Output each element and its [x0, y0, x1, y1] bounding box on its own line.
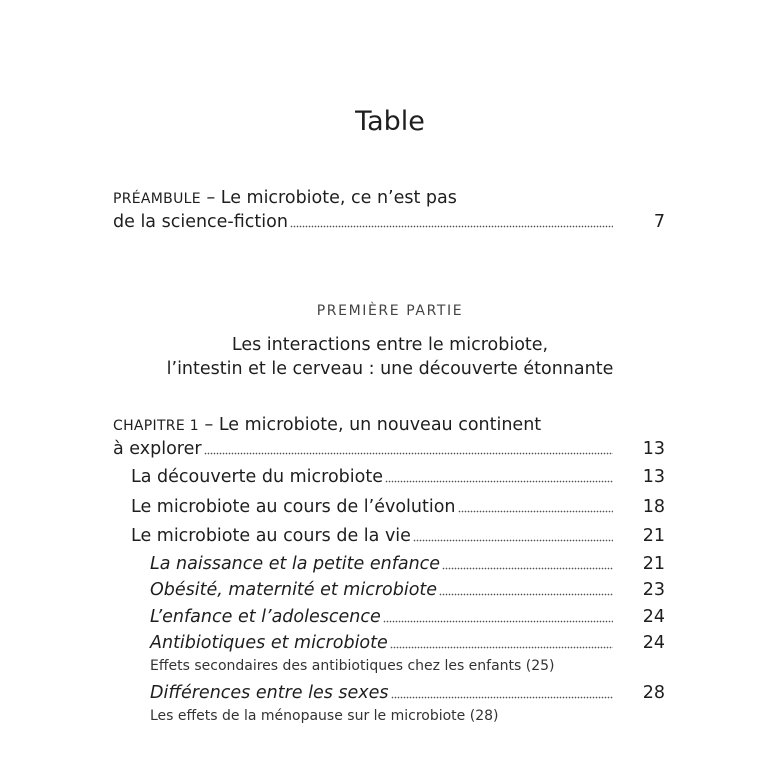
- page-title: Table: [355, 106, 425, 137]
- entry-leader-line: [113, 210, 613, 234]
- toc-subsection[interactable]: [150, 552, 665, 576]
- subsection-title: La naissance et la petite enfance: [150, 554, 441, 574]
- dot-leader: [204, 449, 613, 455]
- preamble-title-line2: de la science-fiction: [113, 212, 288, 232]
- chapter-label: CHAPITRE 1: [113, 418, 199, 434]
- entry-leader-line: [150, 578, 613, 602]
- dot-leader: [390, 643, 613, 649]
- entry-leader-line: [150, 681, 613, 705]
- part-title-line2: l’intestin et le cerveau : une découverte étonnante: [166, 359, 614, 379]
- entry-heading: [113, 186, 457, 211]
- entry-leader-line: [131, 524, 613, 548]
- page-number: 28: [642, 683, 665, 703]
- toc-subsection[interactable]: [150, 578, 665, 602]
- subsection-title: Antibiotiques et microbiote: [150, 633, 388, 653]
- subsection-title: Différences entre les sexes: [150, 683, 389, 703]
- subsection-note: Effets secondaires des antibiotiques chez les enfants (25): [150, 658, 555, 674]
- entry-leader-line: [113, 437, 613, 461]
- toc-entry-preamble[interactable]: [113, 186, 665, 234]
- entry-leader-line: [150, 605, 613, 629]
- toc-subsection[interactable]: [150, 605, 665, 629]
- entry-leader-line: [131, 465, 613, 489]
- part-label: PREMIÈRE PARTIE: [316, 303, 464, 319]
- entry-line: [113, 186, 665, 210]
- entry-leader-line: [131, 495, 613, 519]
- toc-section[interactable]: [131, 465, 665, 489]
- page-number: 18: [642, 497, 665, 517]
- part-title-line1: Les interactions entre le microbiote,: [231, 335, 549, 355]
- preamble-label: PRÉAMBULE: [113, 191, 201, 207]
- dot-leader: [442, 564, 613, 570]
- subsection-title: L’enfance et l’adolescence: [150, 607, 381, 627]
- dot-leader: [391, 693, 613, 699]
- dot-leader: [385, 477, 613, 483]
- toc-subsection[interactable]: [150, 631, 665, 675]
- dot-leader: [458, 507, 613, 513]
- dot-leader: [290, 222, 613, 228]
- dot-leader: [413, 536, 613, 542]
- dot-leader: [439, 590, 613, 596]
- page-number: 13: [642, 439, 665, 459]
- page-number: 24: [642, 633, 665, 653]
- section-title: Le microbiote au cours de la vie: [131, 526, 411, 546]
- entry-leader-line: [150, 631, 613, 655]
- preamble-title-line1: – Le microbiote, ce n’est pas: [200, 188, 457, 208]
- toc-subsection[interactable]: [150, 681, 665, 725]
- toc-entry-chapter-1[interactable]: [113, 413, 665, 461]
- entry-heading: [113, 413, 541, 438]
- entry-leader-line: [150, 552, 613, 576]
- subsection-note: Les effets de la ménopause sur le microbiote (28): [150, 708, 499, 724]
- section-title: La découverte du microbiote: [131, 467, 383, 487]
- page-number: 23: [642, 580, 665, 600]
- page-number: 21: [642, 526, 665, 546]
- toc-section[interactable]: [131, 524, 665, 548]
- dot-leader: [383, 617, 613, 623]
- section-title: Le microbiote au cours de l’évolution: [131, 497, 456, 517]
- subsection-title: Obésité, maternité et microbiote: [150, 580, 438, 600]
- chapter-title-line2: à explorer: [113, 439, 202, 459]
- page-number: 21: [642, 554, 665, 574]
- entry-line: [113, 413, 665, 437]
- page-number: 13: [642, 467, 665, 487]
- part-title: [0, 333, 780, 381]
- page-number: 7: [653, 212, 665, 232]
- chapter-title-line1: – Le microbiote, un nouveau continent: [198, 415, 542, 435]
- toc-section[interactable]: [131, 495, 665, 519]
- page-number: 24: [642, 607, 665, 627]
